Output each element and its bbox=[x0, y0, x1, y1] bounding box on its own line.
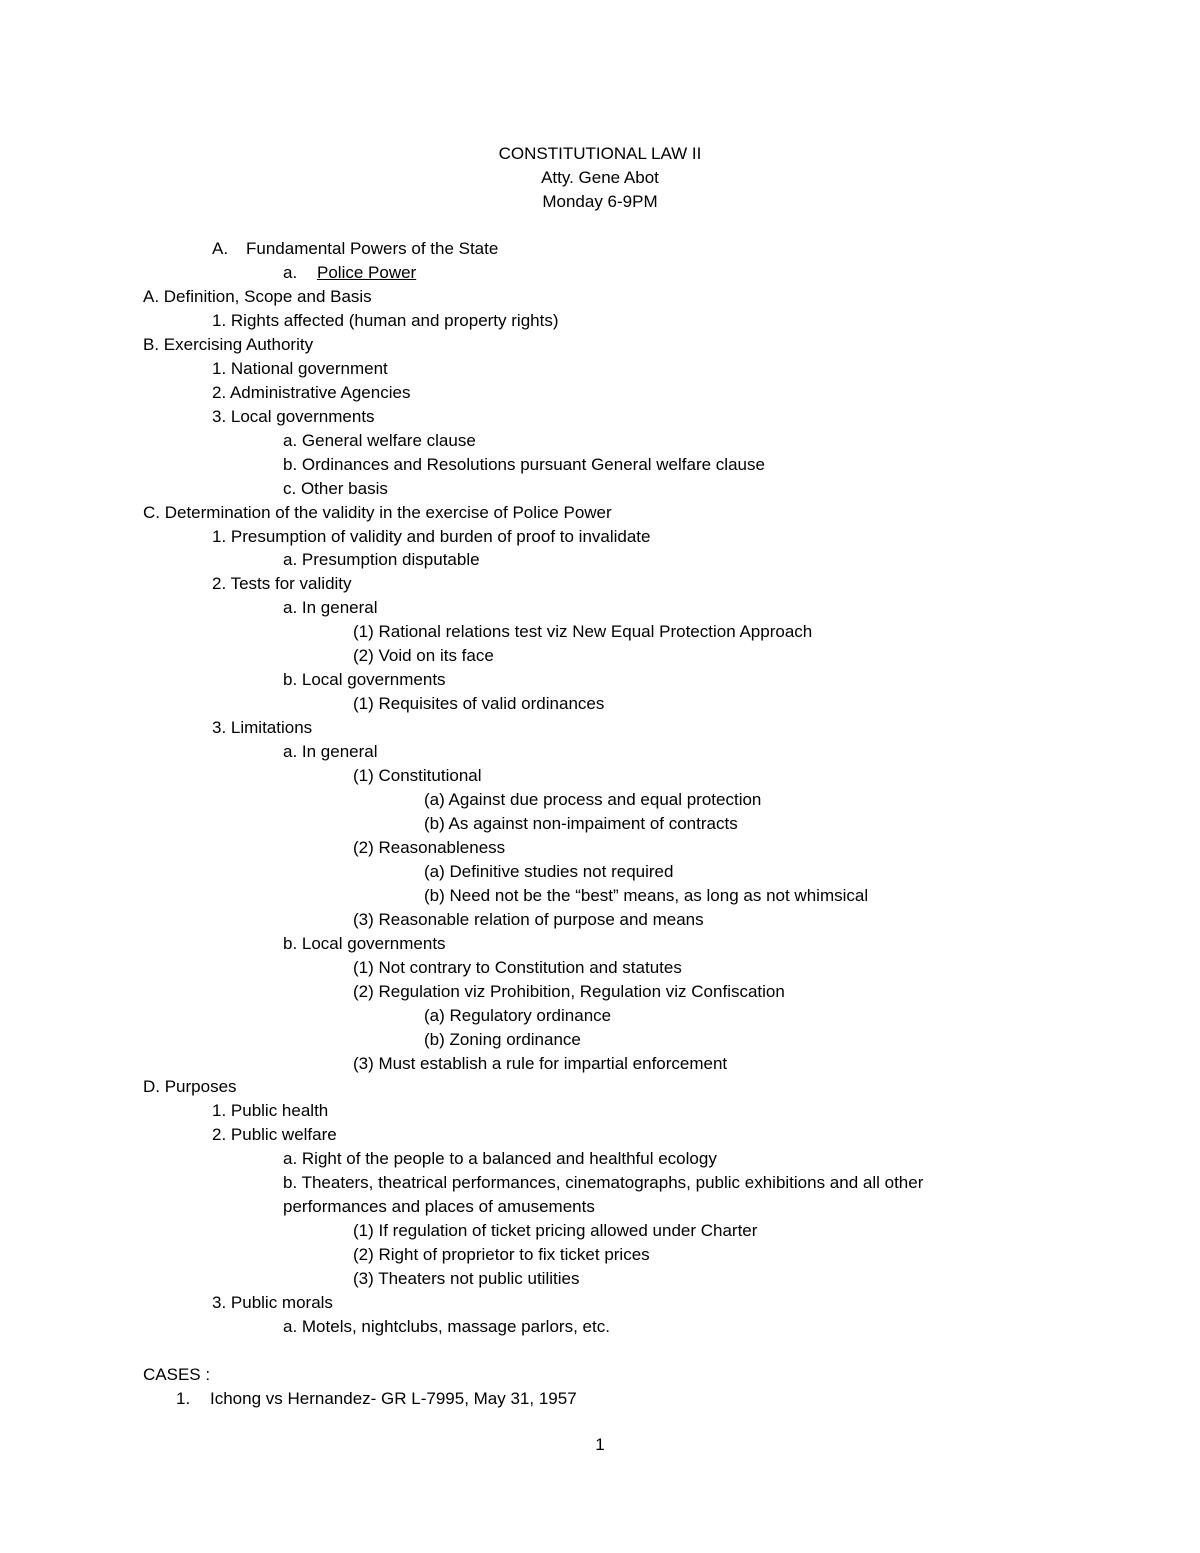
outline-item: performances and places of amusements bbox=[283, 1197, 595, 1216]
outline-item: 1. Rights affected (human and property rights) bbox=[212, 311, 559, 330]
outline-item: (3) Theaters not public utilities bbox=[353, 1269, 580, 1288]
outline-item: 3. Limitations bbox=[212, 718, 313, 737]
outline-item: (2) Void on its face bbox=[353, 646, 494, 665]
outline-text: Police Power bbox=[317, 263, 417, 282]
outline-item: (2) Reasonableness bbox=[353, 838, 506, 857]
outline-item: (2) Right of proprietor to fix ticket prices bbox=[353, 1245, 650, 1264]
outline-item: (1) If regulation of ticket pricing allowed under Charter bbox=[353, 1221, 758, 1240]
outline-item: a. Presumption disputable bbox=[283, 550, 480, 569]
outline-item: a. In general bbox=[283, 742, 378, 761]
outline-item: (2) Regulation viz Prohibition, Regulation viz Confiscation bbox=[353, 982, 785, 1001]
outline-item: 3. Local governments bbox=[212, 407, 375, 426]
outline-item: (3) Reasonable relation of purpose and means bbox=[353, 910, 704, 929]
outline-item: C. Determination of the validity in the exercise of Police Power bbox=[143, 503, 612, 522]
outline-item: a. In general bbox=[283, 598, 378, 617]
outline-item: (1) Rational relations test viz New Equal Protection Approach bbox=[353, 622, 813, 641]
cases-heading: CASES : bbox=[143, 1365, 211, 1384]
document-header bbox=[0, 142, 1200, 214]
outline-item: (a) Regulatory ordinance bbox=[424, 1006, 612, 1025]
outline-item: a. Motels, nightclubs, massage parlors, etc. bbox=[283, 1317, 610, 1336]
outline-item: b. Ordinances and Resolutions pursuant General welfare clause bbox=[283, 455, 765, 474]
outline-item: (a) Against due process and equal protection bbox=[424, 790, 762, 809]
outline-item: (a) Definitive studies not required bbox=[424, 862, 674, 881]
outline-item: c. Other basis bbox=[283, 479, 388, 498]
outline-item: 1. Presumption of validity and burden of proof to invalidate bbox=[212, 527, 651, 546]
outline-item bbox=[283, 261, 416, 285]
outline-item: (1) Requisites of valid ordinances bbox=[353, 694, 605, 713]
outline-item: 1. Public health bbox=[212, 1101, 329, 1120]
outline-item: 2. Tests for validity bbox=[212, 574, 352, 593]
case-marker: 1. bbox=[176, 1389, 191, 1408]
outline-item: b. Local governments bbox=[283, 934, 446, 953]
instructor-name: Atty. Gene Abot bbox=[541, 168, 659, 187]
outline-item: (1) Constitutional bbox=[353, 766, 482, 785]
page-number: 1 bbox=[595, 1435, 605, 1454]
outline-item: 1. National government bbox=[212, 359, 388, 378]
outline-item: A. Definition, Scope and Basis bbox=[143, 287, 372, 306]
document-title: CONSTITUTIONAL LAW II bbox=[498, 144, 702, 163]
outline-item bbox=[212, 237, 498, 261]
class-schedule: Monday 6-9PM bbox=[542, 192, 658, 211]
case-item bbox=[176, 1387, 577, 1411]
outline-marker: a. bbox=[283, 263, 298, 282]
case-text: Ichong vs Hernandez- GR L-7995, May 31, 1957 bbox=[210, 1389, 577, 1408]
outline-item: b. Theaters, theatrical performances, cinematographs, public exhibitions and all other bbox=[283, 1173, 924, 1192]
outline-item: (3) Must establish a rule for impartial enforcement bbox=[353, 1054, 728, 1073]
outline-item: (b) Need not be the “best” means, as long as not whimsical bbox=[424, 886, 869, 905]
outline-item: 2. Administrative Agencies bbox=[212, 383, 411, 402]
outline-item: b. Local governments bbox=[283, 670, 446, 689]
outline-item: (1) Not contrary to Constitution and statutes bbox=[353, 958, 682, 977]
outline-marker: A. bbox=[212, 239, 229, 258]
outline-item: D. Purposes bbox=[143, 1077, 237, 1096]
outline-item: 2. Public welfare bbox=[212, 1125, 337, 1144]
outline-text: Fundamental Powers of the State bbox=[246, 239, 499, 258]
outline-item: (b) As against non-impaiment of contracts bbox=[424, 814, 738, 833]
outline-item: a. General welfare clause bbox=[283, 431, 476, 450]
outline-item: 3. Public morals bbox=[212, 1293, 333, 1312]
outline-item: a. Right of the people to a balanced and healthful ecology bbox=[283, 1149, 717, 1168]
outline-item: (b) Zoning ordinance bbox=[424, 1030, 581, 1049]
outline-item: B. Exercising Authority bbox=[143, 335, 314, 354]
